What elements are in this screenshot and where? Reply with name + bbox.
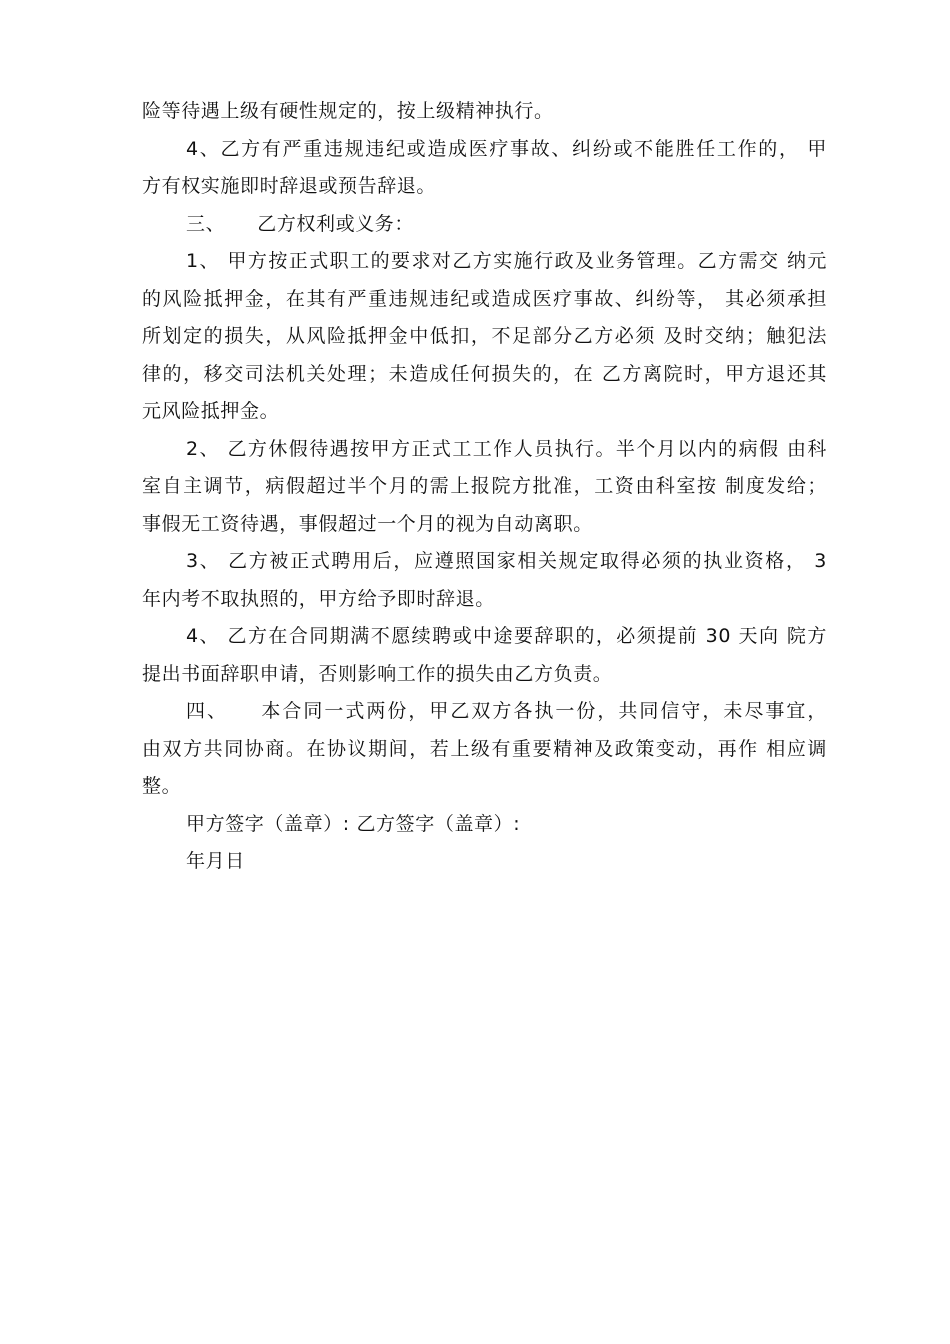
text-line: 4、 乙方在合同期满不愿续聘或中途要辞职的，必须提前 30 天向 院方 <box>186 625 827 647</box>
text-line: 元风险抵押金。 <box>142 400 280 422</box>
section-heading-line <box>142 693 827 731</box>
paragraph-clause-2-leave <box>142 431 827 544</box>
paragraph-clause-4-dismissal <box>142 131 827 206</box>
text-line: 事假无工资待遇，事假超过一个月的视为自动离职。 <box>142 512 593 535</box>
document-body <box>142 93 827 881</box>
text-line: 方有权实施即时辞退或预告辞退。 <box>142 175 437 197</box>
text-line: 整。 <box>142 775 182 797</box>
section-heading-line <box>142 206 827 244</box>
text-line: 本合同一式两份，甲乙双方各执一份，共同信守，未尽事宜， <box>260 700 827 722</box>
text-line: 的风险抵押金，在其有严重违规违纪或造成医疗事故、纠纷等， 其必须承担 <box>142 287 827 310</box>
paragraph-clause-1-deposit <box>142 243 827 431</box>
text-line: 年内考不取执照的，甲方给予即时辞退。 <box>142 587 495 610</box>
paragraph-clause-3-qualification <box>142 543 827 618</box>
signature-line: 甲方签字（盖章）: 乙方签字（盖章）: <box>186 812 521 835</box>
text-line: 险等待遇上级有硬性规定的，按上级精神执行。 <box>142 100 554 122</box>
section-number: 四、 <box>186 700 228 722</box>
text-line: 提出书面辞职申请，否则影响工作的损失由乙方负责。 <box>142 662 613 685</box>
paragraph-continuation <box>142 93 827 131</box>
section-three-heading <box>142 206 827 244</box>
section-number: 三、 <box>186 212 226 235</box>
text-line: 律的，移交司法机关处理；未造成任何损失的，在 乙方离院时，甲方退还其 <box>142 362 827 385</box>
signature-block <box>142 806 827 881</box>
text-line: 1、 甲方按正式职工的要求对乙方实施行政及业务管理。乙方需交 纳元 <box>186 250 827 272</box>
text-line: 由双方共同协商。在协议期间，若上级有重要精神及政策变动，再作 相应调 <box>142 737 827 760</box>
section-four-paragraph <box>142 693 827 806</box>
text-line: 2、 乙方休假待遇按甲方正式工工作人员执行。半个月以内的病假 由科 <box>186 437 827 460</box>
section-title: 乙方权利或义务： <box>257 212 415 235</box>
date-line: 年月日 <box>186 850 245 872</box>
text-line: 室自主调节，病假超过半个月的需上报院方批准，工资由科室按 制度发给； <box>142 475 827 497</box>
paragraph-clause-4-resignation <box>142 618 827 693</box>
text-line: 4、乙方有严重违规违纪或造成医疗事故、纠纷或不能胜任工作的， 甲 <box>186 137 827 160</box>
text-line: 3、 乙方被正式聘用后，应遵照国家相关规定取得必须的执业资格， 3 <box>186 550 827 572</box>
text-line: 所划定的损失，从风险抵押金中低扣，不足部分乙方必须 及时交纳；触犯法 <box>142 325 827 347</box>
